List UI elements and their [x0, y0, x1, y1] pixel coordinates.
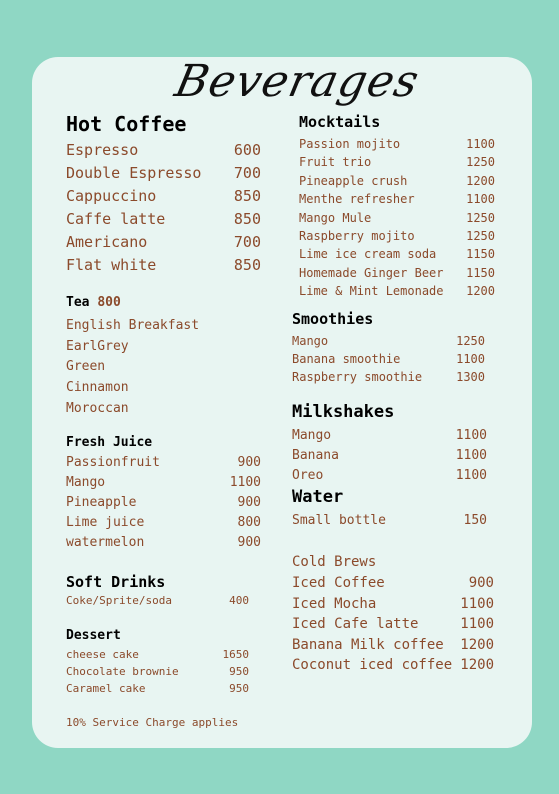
smoothies-heading: Smoothies — [292, 310, 374, 328]
list-item — [292, 616, 494, 637]
item-name: Menthe refresher — [299, 192, 415, 207]
item-price: 1100 — [466, 137, 495, 151]
tea-item: Moroccan — [66, 400, 129, 416]
list-item — [299, 155, 495, 173]
tea-heading-label: Tea — [66, 295, 90, 310]
item-name: Passion mojito — [299, 137, 401, 151]
item-name: Mango — [66, 475, 106, 490]
item-price: 1100 — [460, 595, 494, 612]
item-price: 850 — [233, 187, 261, 205]
list-item — [299, 192, 495, 210]
item-name: Fruit trio — [299, 155, 372, 170]
item-price: 800 — [237, 515, 261, 530]
item-name: Oreo — [292, 468, 324, 483]
item-price: 1650 — [222, 648, 249, 661]
list-item — [299, 266, 495, 284]
item-price: 600 — [233, 141, 261, 159]
item-name: Iced Mocha — [292, 595, 377, 612]
item-price: 1100 — [229, 475, 261, 490]
list-item — [66, 665, 249, 682]
item-price: 1100 — [456, 352, 485, 366]
item-price: 1200 — [460, 636, 494, 653]
item-price: 1200 — [466, 173, 495, 188]
item-name: Americano — [66, 233, 148, 251]
list-item — [299, 247, 495, 265]
item-name: Lime ice cream soda — [299, 247, 437, 262]
menu-title: Beverages — [170, 56, 424, 107]
item-price: 1150 — [466, 247, 495, 262]
list-item — [66, 535, 261, 555]
cold-brews-heading: Cold Brews — [292, 554, 377, 570]
item-name: Banana smoothie — [292, 352, 401, 366]
item-price: 1250 — [456, 334, 485, 348]
item-price: 850 — [233, 256, 261, 274]
item-name: Coke/Sprite/soda — [66, 594, 172, 607]
item-price: 1150 — [466, 265, 495, 280]
item-name: Raspberry smoothie — [292, 370, 423, 384]
list-item — [292, 575, 494, 596]
item-name: Mango — [292, 428, 332, 443]
hot-coffee-heading: Hot Coffee — [66, 112, 187, 136]
list-item — [292, 370, 485, 388]
item-name: Raspberry mojito — [299, 229, 415, 243]
item-name: Espresso — [66, 141, 139, 159]
milkshakes-list — [292, 428, 487, 488]
item-price: 1250 — [466, 155, 495, 170]
item-price: 900 — [237, 455, 261, 470]
list-item — [292, 448, 487, 468]
list-item — [292, 596, 494, 617]
list-item — [299, 211, 495, 229]
item-price: 1250 — [466, 210, 495, 225]
list-item — [66, 515, 261, 535]
item-name: watermelon — [66, 535, 145, 550]
list-item — [292, 428, 487, 448]
list-item — [299, 284, 495, 302]
tea-item: Green — [66, 359, 106, 375]
item-name: Double Espresso — [66, 164, 202, 182]
mocktails-list — [299, 137, 495, 303]
item-price: 900 — [237, 535, 261, 550]
item-name: Lime juice — [66, 515, 145, 530]
item-name: Caffe latte — [66, 210, 166, 228]
list-item — [292, 352, 485, 370]
item-price: 1250 — [466, 229, 495, 243]
cold-brews-list — [292, 575, 494, 678]
list-item — [299, 229, 495, 247]
list-item — [299, 137, 495, 155]
tea-item: EarlGrey — [66, 338, 129, 354]
item-name: Chocolate brownie — [66, 665, 179, 678]
tea-heading — [66, 295, 121, 310]
item-price: 1100 — [455, 468, 487, 483]
item-name: Iced Cafe latte — [292, 616, 419, 632]
soft-drinks-list — [66, 594, 249, 611]
list-item — [292, 468, 487, 488]
hot-coffee-list — [66, 141, 261, 279]
list-item — [292, 334, 485, 352]
list-item — [66, 256, 261, 279]
item-name: Cappuccino — [66, 187, 157, 205]
water-list — [292, 513, 487, 533]
list-item — [292, 513, 487, 533]
dessert-list — [66, 648, 249, 699]
list-item — [66, 495, 261, 515]
item-name: Flat white — [66, 256, 157, 274]
item-name: Small bottle — [292, 513, 386, 528]
list-item — [292, 657, 494, 678]
item-name: Caramel cake — [66, 682, 146, 695]
list-item — [299, 174, 495, 192]
list-item — [66, 594, 249, 611]
mocktails-heading: Mocktails — [299, 113, 381, 131]
item-name: Mango Mule — [299, 210, 372, 225]
item-price: 1100 — [455, 448, 487, 463]
list-item — [66, 141, 261, 164]
item-name: Mango — [292, 334, 329, 348]
item-price: 400 — [229, 594, 249, 607]
item-price: 1200 — [466, 284, 495, 299]
item-price: 1100 — [455, 428, 487, 443]
item-name: Banana — [292, 448, 339, 463]
item-name: Lime & Mint Lemonade — [299, 284, 444, 299]
item-price: 950 — [229, 665, 249, 678]
list-item — [292, 637, 494, 658]
list-item — [66, 187, 261, 210]
tea-price: 800 — [97, 295, 121, 310]
dessert-heading: Dessert — [66, 628, 121, 643]
tea-item: Cinnamon — [66, 380, 129, 396]
item-price: 900 — [237, 495, 261, 510]
smoothies-list — [292, 334, 485, 388]
item-name: Coconut iced coffee — [292, 657, 453, 673]
list-item — [66, 455, 261, 475]
item-name: Passionfruit — [66, 455, 160, 470]
item-price: 700 — [233, 164, 261, 182]
list-item — [66, 164, 261, 187]
list-item — [66, 682, 249, 699]
service-charge-note: 10% Service Charge applies — [66, 716, 239, 729]
water-heading: Water — [292, 487, 344, 507]
list-item — [66, 648, 249, 665]
item-price: 900 — [468, 575, 494, 591]
fresh-juice-list — [66, 455, 261, 555]
item-price: 1300 — [456, 370, 485, 384]
item-name: cheese cake — [66, 648, 139, 661]
milkshakes-heading: Milkshakes — [292, 402, 395, 422]
item-price: 1100 — [460, 616, 494, 632]
item-price: 950 — [229, 682, 249, 695]
item-name: Pineapple crush — [299, 173, 408, 188]
list-item — [66, 210, 261, 233]
item-price: 850 — [233, 210, 261, 228]
fresh-juice-heading: Fresh Juice — [66, 435, 153, 450]
tea-list — [66, 316, 199, 420]
item-name: Banana Milk coffee — [292, 636, 444, 653]
item-name: Homemade Ginger Beer — [299, 265, 444, 280]
list-item — [66, 475, 261, 495]
item-price: 150 — [463, 513, 487, 528]
item-price: 1100 — [466, 192, 495, 207]
list-item — [66, 233, 261, 256]
item-name: Pineapple — [66, 495, 137, 510]
item-price: 1200 — [460, 657, 494, 673]
tea-item: English Breakfast — [66, 318, 200, 333]
soft-drinks-heading: Soft Drinks — [66, 573, 166, 591]
item-name: Iced Coffee — [292, 575, 385, 591]
item-price: 700 — [233, 233, 261, 251]
